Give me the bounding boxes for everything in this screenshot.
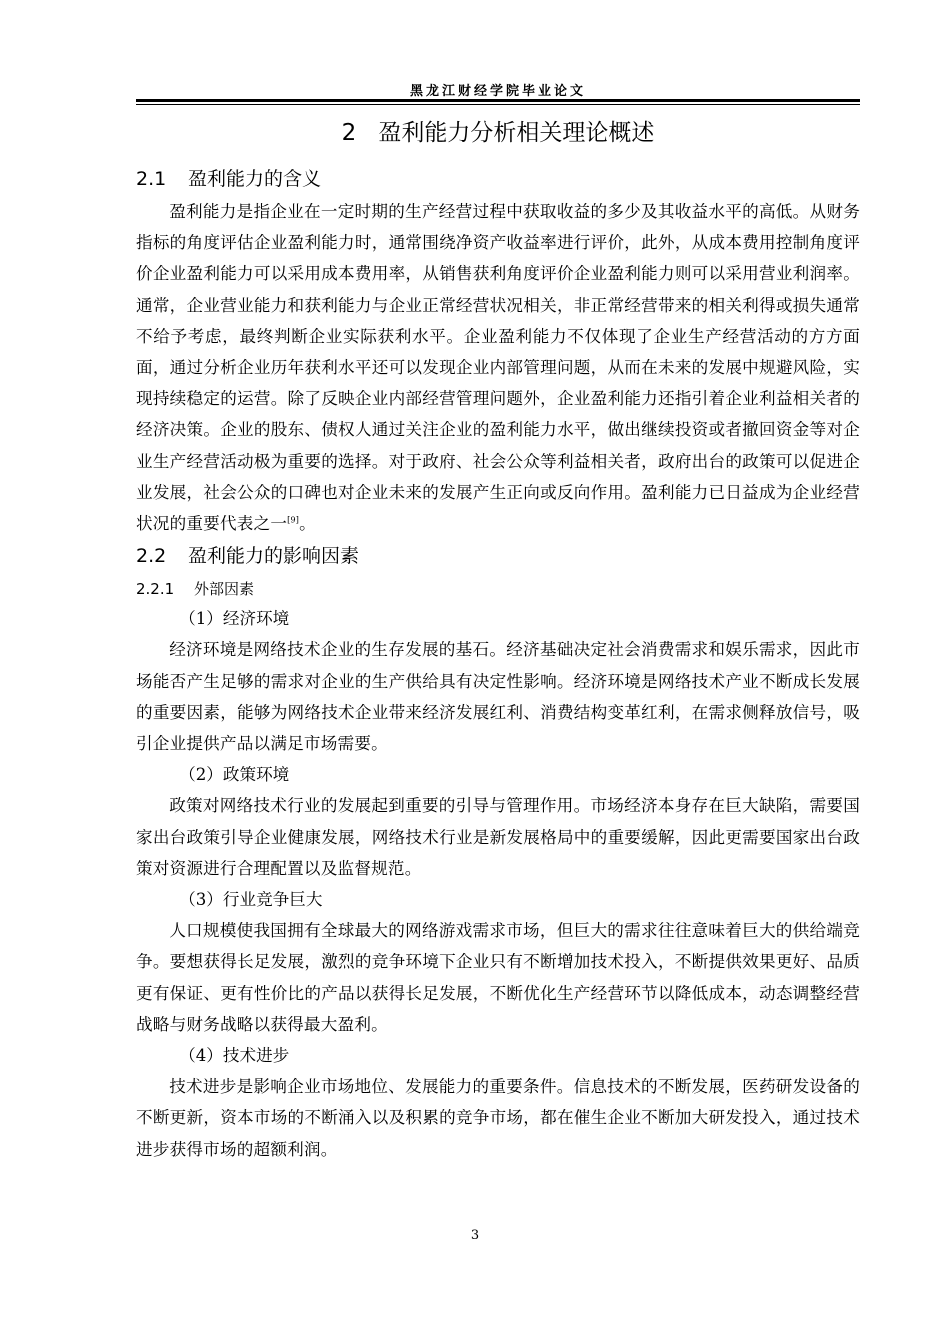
chapter-number: 2 bbox=[341, 120, 357, 146]
section-heading-2-1 bbox=[136, 162, 860, 196]
section-title: 盈利能力的含义 bbox=[188, 168, 322, 190]
chapter-title-text: 盈利能力分析相关理论概述 bbox=[378, 120, 655, 146]
page-content bbox=[136, 112, 860, 1165]
item-label-economic-environment: （1）经济环境 bbox=[179, 609, 290, 629]
chapter-title bbox=[136, 112, 860, 154]
section-title: 盈利能力的影响因素 bbox=[188, 545, 360, 568]
section-number: 2.2 bbox=[136, 545, 167, 568]
header-rule-thin bbox=[136, 104, 860, 105]
item-text-technology-progress: 技术进步是影响企业市场地位、发展能力的重要条件。信息技术的不断发展，医药研发设备的不断更新，资本市场的不断涌入以及积累的竞争市场，都在催生企业不断加大研发投入，通过技术进步获得市场的超额利润。 bbox=[136, 1077, 860, 1159]
paragraph-end-punct: 。 bbox=[299, 514, 316, 534]
subsection-heading-2-2-1 bbox=[136, 575, 860, 603]
subsection-number: 2.2.1 bbox=[136, 580, 175, 599]
item-label-policy-environment: （2）政策环境 bbox=[179, 765, 290, 785]
citation-marker: [9] bbox=[287, 515, 300, 525]
header-rule-thick bbox=[136, 99, 860, 102]
item-text-industry-competition: 人口规模使我国拥有全球最大的网络游戏需求市场，但巨大的需求往往意味着巨大的供给端竞争。要想获得长足发展，激烈的竞争环境下企业只有不断增加技术投入，不断提供效果更好、品质更有保证、更有性价比的产品以获得长足发展，不断优化生产经营环节以降低成本，动态调整经营战略与财务战略以获得最大盈利。 bbox=[136, 921, 860, 1034]
section-number: 2.1 bbox=[136, 168, 167, 190]
subsection-title: 外部因素 bbox=[194, 580, 255, 599]
paragraph-profitability-definition bbox=[136, 196, 860, 539]
paragraph-text: 盈利能力是指企业在一定时期的生产经营过程中获取收益的多少及其收益水平的高低。从财务指标的角度评估企业盈利能力时，通常围绕净资产收益率进行评价，此外，从成本费用控制角度评价企业盈利能力可以采用成本费用率，从销售获利角度评价企业盈利能力则可以采用营业利润率。通常，企业营业能力和获利能力与企业正常经营状况相关，非正常经营带来的相关利得或损失通常不给予考虑，最终判断企业实际获利水平。企业盈利能力不仅体现了企业生产经营活动的方方面面，通过分析企业历年获利水平还可以发现企业内部管理问题，从而在未来的发展中规避风险，实现持续稳定的运营。除了反映企业内部经营管理问题外，企业盈利能力还指引着企业利益相关者的经济决策。企业的股东、债权人通过关注企业的盈利能力水平，做出继续投资或者撤回资金等对企业生产经营活动极为重要的选择。对于政府、社会公众等利益相关者，政府出台的政策可以促进企业发展，社会公众的口碑也对企业未来的发展产生正向或反向作用。盈利能力已日益成为企业经营状况的重要代表之一 bbox=[136, 202, 860, 534]
item-label-technology-progress: （4）技术进步 bbox=[179, 1046, 290, 1066]
running-header: 黑龙江财经学院毕业论文 bbox=[409, 84, 586, 99]
item-text-economic-environment: 经济环境是网络技术企业的生存发展的基石。经济基础决定社会消费需求和娱乐需求，因此市场能否产生足够的需求对企业的生产供给具有决定性影响。经济环境是网络技术产业不断成长发展的重要因素，能够为网络技术企业带来经济发展红利、消费结构变革红利，在需求侧释放信号，吸引企业提供产品以满足市场需要。 bbox=[136, 640, 860, 754]
item-text-policy-environment: 政策对网络技术行业的发展起到重要的引导与管理作用。市场经济本身存在巨大缺陷，需要国家出台政策引导企业健康发展，网络技术行业是新发展格局中的重要缓解，因此更需要国家出台政策对资源进行合理配置以及监督规范。 bbox=[136, 796, 860, 878]
page-number: 3 bbox=[470, 1228, 480, 1243]
section-heading-2-2 bbox=[136, 539, 860, 573]
item-label-industry-competition: （3）行业竞争巨大 bbox=[179, 890, 323, 910]
